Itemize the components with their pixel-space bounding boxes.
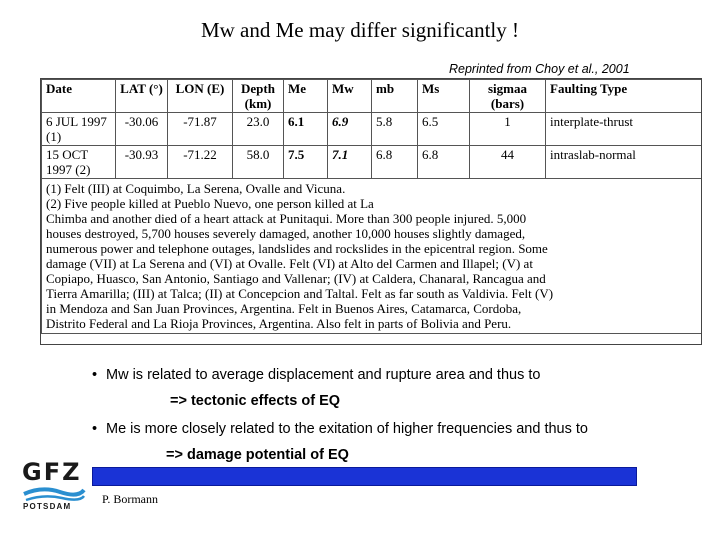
note-line: (2) Five people killed at Pueblo Nuevo, one person killed at La	[46, 196, 374, 211]
note-line: damage (VII) at La Serena and (VI) at Ovalle. Felt (VI) at Alto del Carmen and Illapel; (V) at	[46, 256, 533, 271]
bullet-text: Me is more closely related to the exitation of higher frequencies and thus to	[106, 421, 588, 437]
col-header-sigma: sigmaa (bars)	[470, 80, 546, 113]
cell-lon: -71.22	[168, 146, 233, 179]
cell-mb: 5.8	[372, 113, 418, 146]
author: P. Bormann	[102, 492, 159, 506]
cell-mw: 6.9	[328, 113, 372, 146]
note-line: in Mendoza and San Juan Provinces, Argentina. Felt in Buenos Aires, Catamarca, Cordoba,	[46, 301, 522, 316]
conclusion-tectonic: => tectonic effects of EQ	[170, 393, 341, 409]
earthquake-table-container	[40, 78, 702, 345]
cell-me: 7.5	[284, 146, 328, 179]
cell-depth: 58.0	[233, 146, 284, 179]
bullet-text: Mw is related to average displacement and rupture area and thus to	[106, 367, 541, 383]
cell-lon: -71.87	[168, 113, 233, 146]
note-line: houses destroyed, 5,700 houses severely damaged, another 10,000 houses slightly damaged,	[46, 226, 526, 241]
bullet-dot-icon: •	[92, 367, 98, 383]
col-header-mb: mb	[372, 80, 418, 113]
cell-lat: -30.06	[116, 113, 168, 146]
cell-faulting: interplate-thrust	[546, 113, 703, 146]
credit-note: Reprinted from Choy et al., 2001	[449, 62, 630, 76]
cell-mb: 6.8	[372, 146, 418, 179]
table-row	[42, 113, 703, 146]
bullet-mw	[92, 367, 540, 383]
col-header-faulting: Faulting Type	[546, 80, 703, 113]
cell-ms: 6.8	[418, 146, 470, 179]
cell-lat: -30.93	[116, 146, 168, 179]
logo-text: GFZ	[22, 458, 82, 486]
cell-mw: 7.1	[328, 146, 372, 179]
table-row	[42, 146, 703, 179]
note-line: numerous power and telephone outages, landslides and rockslides in the epicentral region. Some	[46, 241, 548, 256]
note-line: (1) Felt (III) at Coquimbo, La Serena, Ovalle and Vicuna.	[46, 181, 346, 196]
bullet-dot-icon: •	[92, 421, 98, 437]
cell-date: 6 JUL 1997 (1)	[42, 113, 116, 146]
footer-bar	[92, 467, 637, 486]
cell-sigma: 1	[470, 113, 546, 146]
cell-faulting: intraslab-normal	[546, 146, 703, 179]
slide-title: Mw and Me may differ significantly !	[200, 18, 520, 42]
cell-date: 15 OCT 1997 (2)	[42, 146, 116, 179]
cell-me: 6.1	[284, 113, 328, 146]
col-header-lat: LAT (°)	[116, 80, 168, 113]
note-line: Copiapo, Huasco, San Antonio, Santiago and Vallenar; (IV) at Caldera, Chanaral, Rancagua and	[46, 271, 546, 286]
note-line: Chimba and another died of a heart attack at Punitaqui. More than 300 people injured. 5,000	[46, 211, 527, 226]
table-header-row	[42, 80, 703, 113]
notes-row	[42, 179, 703, 334]
col-header-date: Date	[42, 80, 116, 113]
cell-sigma: 44	[470, 146, 546, 179]
note-line: Distrito Federal and La Rioja Provinces, Argentina. Also felt in parts of Bolivia and Peru.	[46, 316, 512, 331]
earthquake-table	[41, 79, 702, 334]
cell-ms: 6.5	[418, 113, 470, 146]
col-header-mw: Mw	[328, 80, 372, 113]
col-header-me: Me	[284, 80, 328, 113]
bullet-me	[92, 421, 588, 437]
conclusion-damage: => damage potential of EQ	[166, 447, 349, 463]
col-header-depth: Depth (km)	[233, 80, 284, 113]
gfz-logo	[22, 458, 86, 514]
notes-cell	[42, 179, 703, 334]
note-line: Tierra Amarilla; (III) at Talca; (II) at Concepcion and Taltal. Felt as far south as Valdivia. Felt (V)	[46, 286, 554, 301]
cell-depth: 23.0	[233, 113, 284, 146]
col-header-ms: Ms	[418, 80, 470, 113]
col-header-lon: LON (E)	[168, 80, 233, 113]
logo-subtext: POTSDAM	[23, 502, 72, 511]
